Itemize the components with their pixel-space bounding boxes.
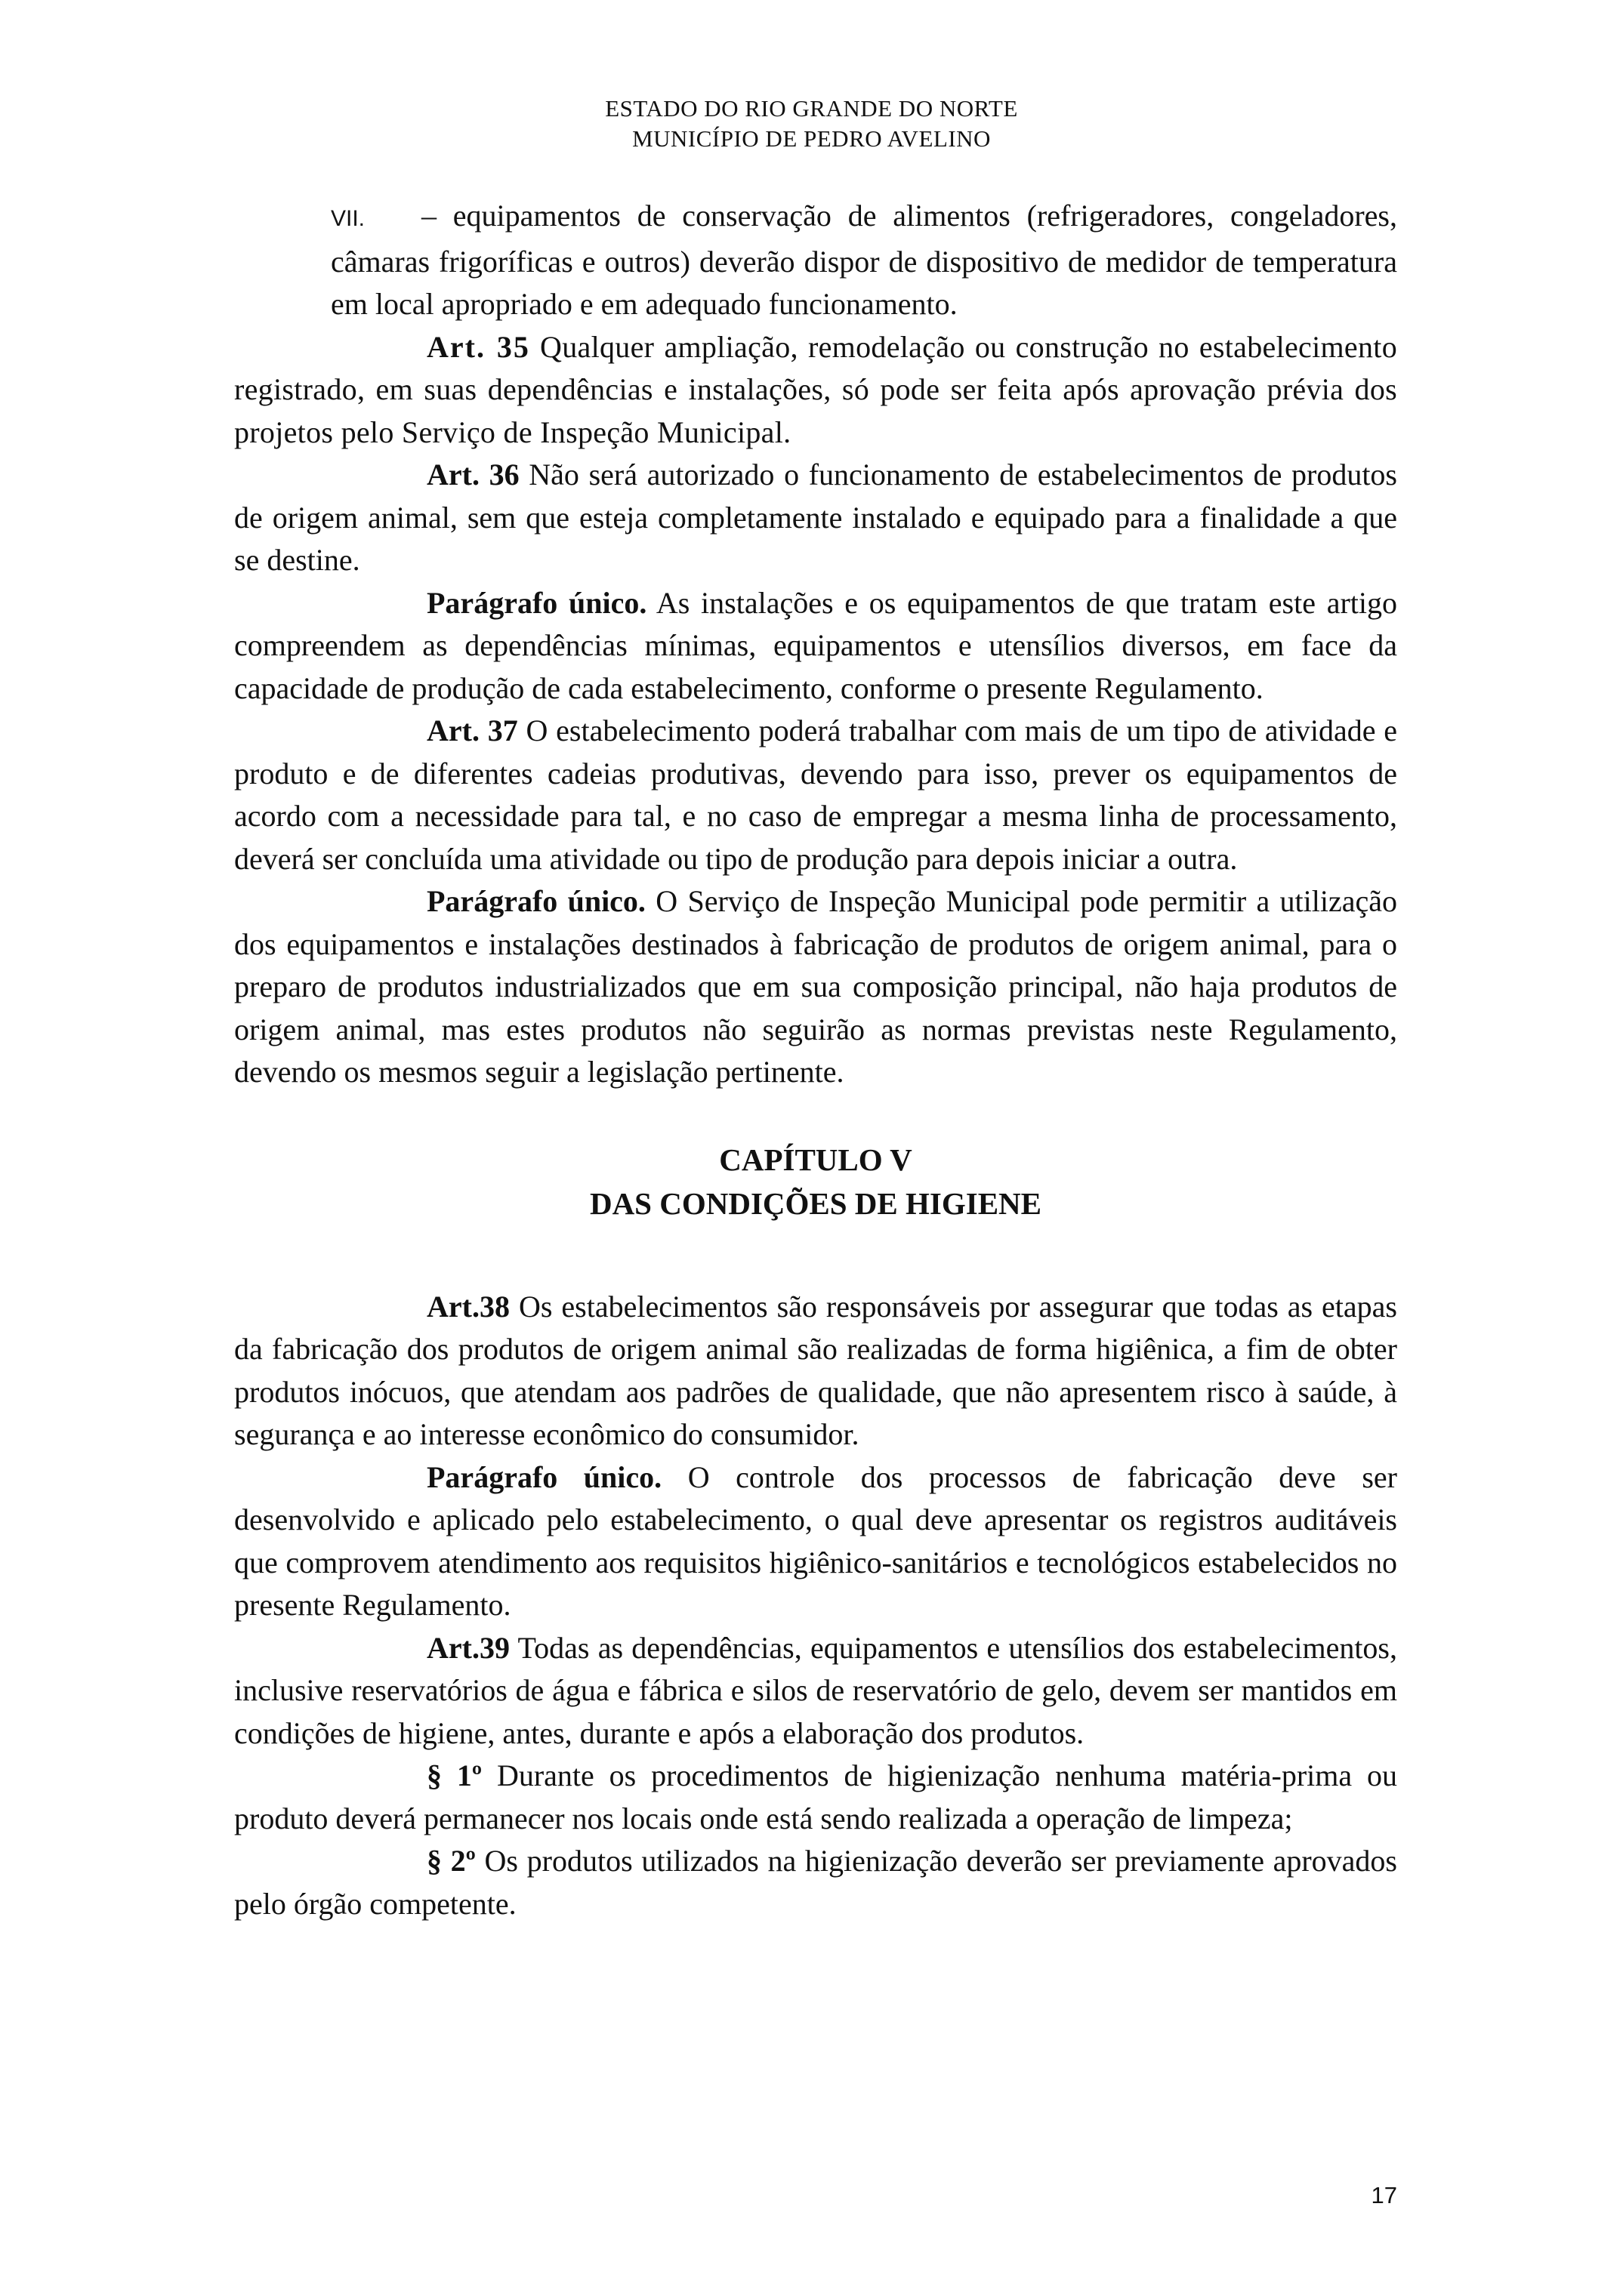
paragraph-text: O Serviço de Inspeção Municipal pode permitir a utilização dos equipamentos e instalações destinados à fabricação de produtos de origem animal, para o preparo de produtos industrializados que em sua composição principal, não haja produtos de origem animal, mas estes produtos não seguirão as normas previstas neste Regulamento, devendo os mesmos seguir a legislação pertinente. [234,884,1397,1089]
section-label: § 2º [427,1844,476,1878]
article-label: Art. 37 [427,713,518,747]
section-label: § 1º [427,1758,483,1792]
article-text: Todas as dependências, equipamentos e utensílios dos estabelecimentos, inclusive reservatórios de água e fábrica e silos de reservatório de gelo, devem ser mantidos em condições de higiene, antes, durante e após a elaboração dos produtos. [234,1630,1397,1750]
paragraph-label: Parágrafo único. [427,884,646,918]
article-label: Art.39 [427,1630,510,1665]
article-text: Qualquer ampliação, remodelação ou construção no estabelecimento registrado, em suas dependências e instalações, só pode ser feita após aprovação prévia dos projetos pelo Serviço de Inspeção Municipal. [234,329,1397,449]
item-numeral: VII. [331,206,366,231]
paragraph-text: As instalações e os equipamentos de que tratam este artigo compreendem as dependências mínimas, equipamentos e utensílios diversos, em face da capacidade de produção de cada estabelecimento, conforme o presente Regulamento. [234,585,1398,705]
item-text: – equipamentos de conservação de alimentos (refrigeradores, congeladores, câmaras frigoríficas e outros) deverão dispor de dispositivo de medidor de temperatura em local apropriado e em adequado funcionamento. [331,199,1397,321]
article-39-section-2 [234,1840,1397,1925]
document-body [234,195,1397,1925]
header-state: ESTADO DO RIO GRANDE DO NORTE [605,95,1018,122]
article-36 [234,454,1397,582]
paragraph-text: O controle dos processos de fabricação deve ser desenvolvido e aplicado pelo estabelecimento, o qual deve apresentar os registros auditáveis que comprovem atendimento aos requisitos higiênico-sanitários e tecnológicos estabelecidos no presente Regulamento. [234,1459,1397,1622]
article-text: Os estabelecimentos são responsáveis por assegurar que todas as etapas da fabricação dos produtos de origem animal são realizadas de forma higiênica, a fim de obter produtos inócuos, que atendam aos padrões de qualidade, que não apresentem risco à saúde, à segurança e ao interesse econômico do consumidor. [234,1289,1397,1451]
page-header [0,94,1623,154]
article-38-paragraph [234,1456,1397,1627]
article-label: Art. 35 [427,329,530,364]
article-39-section-1 [234,1755,1397,1840]
section-text: Durante os procedimentos de higienização nenhuma matéria-prima ou produto deverá permanecer nos locais onde está sendo realizada a operação de limpeza; [234,1758,1397,1835]
article-35 [234,326,1397,455]
article-37 [234,710,1397,880]
article-text: Não será autorizado o funcionamento de estabelecimentos de produtos de origem animal, sem que esteja completamente instalado e equipado para a finalidade a que se destine. [234,458,1397,577]
header-municipality: MUNICÍPIO DE PEDRO AVELINO [632,125,991,152]
page-number: 17 [1371,2182,1397,2208]
section-text: Os produtos utilizados na higienização deverão ser previamente aprovados pelo órgão competente. [234,1844,1398,1921]
article-36-paragraph [234,582,1397,710]
chapter-title: CAPÍTULO V [719,1142,912,1177]
article-label: Art. 36 [427,458,520,492]
chapter-heading [234,1138,1397,1225]
article-38 [234,1286,1397,1456]
article-37-paragraph [234,880,1397,1094]
article-label: Art.38 [427,1289,510,1324]
article-39 [234,1627,1397,1755]
article-text: O estabelecimento poderá trabalhar com mais de um tipo de atividade e produto e de diferentes cadeias produtivas, devendo para isso, prever os equipamentos de acordo com a necessidade para tal, e no caso de empregar a mesma linha de processamento, deverá ser concluída uma atividade ou tipo de produção para depois iniciar a outra. [234,713,1397,876]
item-vii [234,195,1397,326]
paragraph-label: Parágrafo único. [427,1459,662,1494]
chapter-subtitle: DAS CONDIÇÕES DE HIGIENE [589,1185,1042,1221]
paragraph-label: Parágrafo único. [427,585,647,620]
